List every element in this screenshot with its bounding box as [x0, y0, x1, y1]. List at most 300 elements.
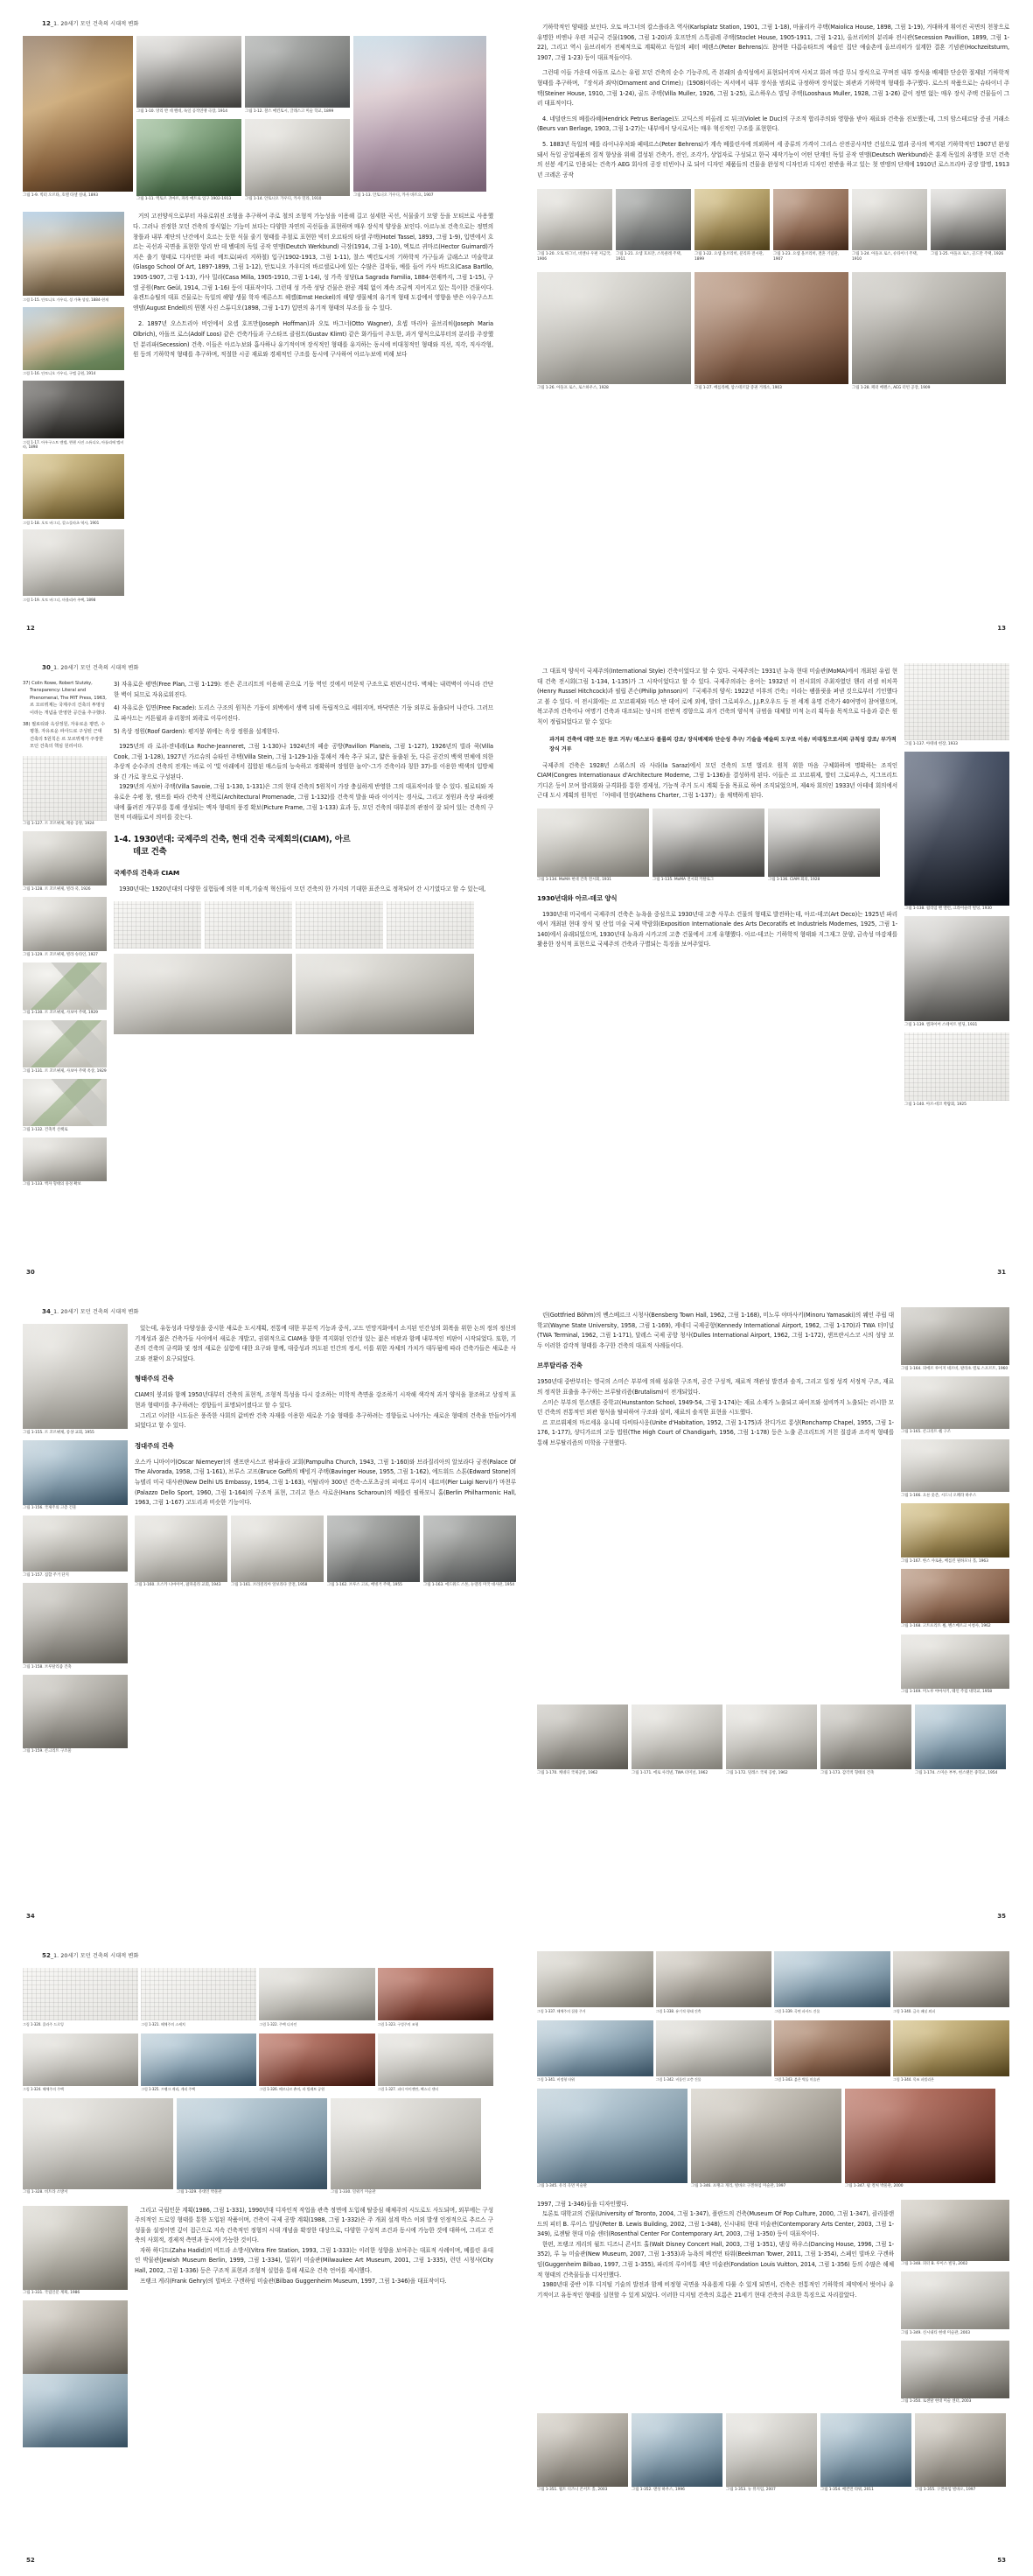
figure-caption: 그림 1-327. 피터 아이젠만, 웩스너 센터	[377, 2087, 439, 2092]
figure-1-325	[141, 2034, 256, 2096]
figure-image	[135, 1516, 227, 1582]
page-52-lower	[23, 2206, 493, 2448]
figure-caption: 그림 1-15. 안토니오 가우디, 성 가족 성당, 1884-현재	[23, 297, 108, 302]
page-52	[0, 1932, 516, 2576]
figure-image	[904, 663, 1009, 740]
figure-1-19	[23, 529, 124, 602]
figure-image	[691, 2089, 841, 2183]
figure-1-344	[893, 2020, 1009, 2087]
figure-caption: 그림 1-139. 엠파이어 스테이트 빌딩, 1931	[904, 1022, 978, 1027]
figure-caption: 그림 1-167. 한스 샤로운, 베를린 필하모니 홀, 1963	[901, 1558, 988, 1564]
running-head-text: _1. 20세기 모던 건축의 시대적 변화	[50, 21, 139, 27]
page-53-lower	[537, 2200, 1009, 2410]
figure-1-16	[23, 307, 124, 376]
main-text-31	[537, 663, 897, 1112]
figure-image	[136, 36, 241, 108]
figure-1-355	[915, 2413, 1006, 2498]
figure-1-26	[537, 272, 691, 396]
figure-caption: 그림 1-26. 아돌프 로스, 로스하우스, 1928	[537, 385, 609, 390]
body-text-34-formalism	[135, 1390, 516, 1431]
paragraph: 1925년의 라 로쉬-쟌네레(La Roche-Jeanneret, 그림 1-130)나 1924년의 페숑 공방(Pavillon Planeis, 그림 1-127), 1926년의 빌라 쿡(Villa Cook, 그림 1-128), 1927년 가르슈의 슈타인 주택(Villa Stein, 그림 1-129-1)을 통해서 계속 추구 되고, 얇은 돌출된 듯, 다른 공간의 백색 면체에 의한 추상적 순수주의 건축의 전개는 바로 이 '빛 아래에서 집합된 매스들의 능숙하고 정확하며 장엄한 놀이'-그가 건축이라 칭한 37)-를 이용한 백색의 입방체와 긴 가로 창으로 구성된다.	[114, 742, 493, 780]
figure-1-327	[378, 2034, 493, 2096]
page-spread-4	[0, 1932, 1033, 2576]
figure-image	[296, 954, 474, 1034]
body-text-31-artdeco	[537, 910, 897, 950]
figure-caption: 그림 1-27. 베를라혜, 암스테르담 증권 거래소, 1903	[694, 385, 782, 390]
paragraph: 있는데, 유동성과 다양성을 중시한 새로운 도시계획, 전통에 대한 부분적 기능과 중식, 고드 민망지화에서 소지된 인간성의 회복을 위한 논의 정의 정신의 기계성과 젊은 건축가들 사이에서 새로운 개발고, 권위적으로 CIAM을 향한 격지화된 인간성 있는 젊은 비판과 함께 내부적인 비판이 시작되었다. 또한, 기존의 건축의 규격화 및 정의 새로운 실험에 대한 요구와 함께, 대중성과 의도된 인간의 정서, 이를 위한 자체의 가치가 대두됨에 따라 건축가들은 새로운 사고와 전환이 요구되었다.	[135, 1325, 516, 1362]
figure-1-18	[23, 454, 124, 525]
figure-caption: 그림 1-354. 베컨먼 타워, 2011	[820, 2488, 874, 2493]
figure-caption: 그림 1-168. 고트프리트 뵘, 벤스베르크 시청사, 1962	[901, 1624, 991, 1629]
folio-52: 52	[26, 2557, 35, 2564]
paragraph: 5. 1883년 독일의 베를 라이나우처와 페테르스(Peter Behrens)가 계속 베를린사에 의뢰하여 세 종류의 가격이 그리스 산전공사지만 건설으로 열과 공사의 벽지된 기하학적인 1907년 완성돼서 독일 공업제품의 질적 향상을 위해 결성된 건축가, 전인, 조각가, 상업자로 구성되고 한국 제작기능이 어떤 단계인 독일 공작 연맹(Deutsch Werkbund)은 훈계 독일의 유명한 모던 건축의 선봉 세기로 인용되는 건축가 AEG 회사의 공장 터빈이나 로 되어 디자인 제품들의 건물을 완성적 디자인과 디자인 전반을 하고 있는 첫 연맹의 단계에 1910년 로스프리바 공장 발명, 1913년 크레온 공작	[537, 140, 1009, 178]
figure-image	[904, 916, 1009, 1021]
figure-image	[694, 272, 848, 384]
figure-thumbnail-strip-52	[23, 1968, 493, 2096]
figure-1-322	[259, 1968, 374, 2031]
figure-caption: 그림 1-322. 주택 디자인	[259, 2021, 297, 2026]
figure-extra-b	[23, 2374, 128, 2447]
section-heading-1-4	[114, 834, 493, 858]
figure-image	[537, 272, 691, 384]
body-text-35-brutalism	[537, 1377, 894, 1448]
footnote-38: 38) 필로티와 옥상정원, 자유로운 평면, 수평창, 자유로운 파사드로 구성된 근대 건축의 5원칙은 르 꼬르뷔제가 주장한 모던 건축의 핵심 원리이다.	[23, 722, 106, 750]
side-figure-column-53	[901, 2200, 1009, 2410]
running-head-text: _1. 20세기 모던 건축의 시대적 변화	[50, 1309, 139, 1315]
main-text-35	[537, 1307, 894, 1699]
figure-1-166	[901, 1439, 1009, 1499]
figure-image	[774, 1951, 890, 2007]
figure-1-342	[656, 2020, 772, 2087]
figure-image	[23, 2300, 128, 2374]
figure-image	[378, 1968, 493, 2020]
figure-caption: 그림 1-16. 안토니오 가우디, 구엘 공원, 1914	[23, 371, 96, 376]
figure-image	[23, 1020, 107, 1068]
figure-1-156	[23, 1440, 128, 1512]
figure-1-158	[23, 1583, 128, 1670]
paragraph: 그리고 국립인문 계획(1986, 그림 1-331), 1990년대 디자인적 작업을 관측 정면에 도입해 탈중심 해체주의 시도로도 사도되며, 외부에는 구성주의적인 드로잉 형태를 통한 도입된 작품이며, 건축이 국제 공방 계획(1988, 그림 1-332)은 주 개최 설계 박스 이외 발생 인정적으로 추르스 구성물을 설정이면 깊이 접근으로 지속 건축적인 정형의 시대 개념을 확장한 대상으로, 다양한 구성적 조건과 동시에 가능한 것에 대하여, 그리고 건축의 사회적, 경제적 측면과 동시에 가능한 것이다.	[135, 2206, 493, 2244]
figure-image	[726, 1704, 817, 1769]
figure-caption: 그림 1-129. 르 꼬르뷔제, 빌라 슈타인, 1927	[23, 952, 98, 957]
paragraph: 1930년대는 1920년대의 다양한 실험들에 의한 미적,기술적 혁신들이 모던 건축의 한 가지의 기대한 표준으로 정착되어 간 시기였다고 할 수 있는데,	[119, 885, 486, 892]
figure-image	[774, 2020, 890, 2076]
figure-1-348	[901, 2200, 1009, 2268]
page-31-columns	[537, 663, 1009, 1112]
body-text-13	[537, 19, 1009, 180]
figure-image	[901, 2272, 1009, 2329]
paragraph-numbered-2: 2. 1897년 오스트리아 비인에서 요셉 호프만(Joseph Hoffman)과 오토 바그너(Otto Wagner), 요셉 마리아 올브리히(Joseph Maria Olbrich), 아돌프 로스(Adolf Loos) 같은 건축가들과 구스타프 클림트(Gustav Klimt) 같은 화가들이 주도한, 과거 양식으로부터의 분리를 주장했던 분리파(Secession) 건축. 이들은 아르누보와 흡사하나 유기적이며 장식적인 형태를 유지하는 동시에 비대칭적인 형태와 직선, 직각, 직사각형, 원 등의 기하학적 형태를 추구하며, 적절한 시공 재료와 경제적인 구조를 동시에 구사하여 아르누보에 비해 보다	[133, 320, 493, 359]
figure-image	[141, 2034, 256, 2086]
figure-1-140	[904, 1032, 1009, 1108]
figure-caption: 그림 1-323. 구성주의 조형	[377, 2021, 419, 2026]
figure-1-135	[653, 808, 764, 888]
paragraph: 1930년대 미국에서 국제주의 건축은 뉴욕을 중심으로 1930년대 고층 사무소 건물의 형태로 발전하는데, 아르-데코(Art Deco)는 1925년 파리에서 개최된 현대 장식 및 산업 미술 국제 박람회(Exposition Internationale des Arts Decoratifs et Industriels Modernes, 1925, 그림 1-140)에서 유래되었으며, 1930년대 뉴욕과 시카고의 고층 건물에서 크게 유행했다. 아르-데코는 기하학적 형태와 지그재그 문양, 금속성 마감재를 활용한 장식적 표현으로 국제주의 건축과 구별되는 특징을 보여주었다.	[537, 910, 897, 948]
paragraph-item-5: 5) 옥상 정원(Roof Garden): 평지붕 위에는 옥상 정원을 설계한다.	[114, 728, 280, 736]
figure-1-343	[774, 2020, 890, 2087]
section-heading-line-1: 1-4. 1930년대: 국제주의 건축, 현대 건축 국제회의(CIAM), 아르	[114, 834, 351, 844]
figure-image	[616, 189, 691, 250]
figure-image	[845, 2089, 995, 2183]
body-text-34	[135, 1324, 516, 1364]
figure-caption: 그림 1-13. 안토니오 가우디, 카사 바트요, 1907	[353, 192, 434, 198]
running-head-page-number: 52	[42, 1952, 51, 1959]
figure-caption: 그림 1-328. 비트라 소방서	[23, 2190, 68, 2195]
figure-image	[773, 189, 848, 250]
folio-35: 35	[997, 1913, 1006, 1920]
figure-image	[114, 954, 292, 1034]
paragraph: CIAM의 붕괴와 함께 1950년대부터 건축의 표현적, 조형적 특성을 다시 강조하는 미학적 측면을 강조하기 시작해 색각적 과거 양식을 참조하고 상징적 표현과 형태미를 추구하려는 경향들이 표명되어졌다고 할 수 있다.	[135, 1391, 516, 1409]
figure-caption: 그림 1-350. 로젠탈 현대 미술 센터, 2003	[901, 2399, 972, 2404]
figure-gallery-top	[23, 36, 493, 206]
figure-1-172	[726, 1704, 817, 1781]
figure-1-165	[901, 1376, 1009, 1436]
paragraph-item-4: 4) 자유로운 입면(Free Facade): 도리스 구조의 원칙은 기둥이 외벽에서 생벽 뒤에 독립적으로 세워지며, 바닥면은 기둥 외부로 돌출되어 나간다. 그러므로 파사드는 커튼월과 유리창의 외곽로 이루어진다.	[114, 704, 493, 722]
paragraph: 토론토 대학교의 건물(University of Toronto, 2004, 그림 1-347), 폴란드의 건축(Museum Of Pop Culture, 2000, 그림 1-347), 클리블랜드의 피터 B. 루이스 빌딩(Peter B. Lewis Building, 2002, 그림 1-348), 신시내티 현대 미술관(Contemporary Arts Center, 2003, 그림 1-349), 로젠탈 현대 미술 센터(Rosenthal Center For Contemporary Art, 2003, 그림 1-350) 등이 대표작이다.	[537, 2210, 894, 2238]
folio-31: 31	[997, 1269, 1006, 1276]
figure-1-138	[904, 752, 1009, 913]
figure-gallery-52-row2	[23, 2098, 493, 2201]
figure-caption: 그림 1-155. 르 꼬르뷔제, 롱샹 교회, 1955	[23, 1430, 94, 1435]
figure-1-323	[378, 1968, 493, 2031]
figure-thumb	[114, 901, 201, 948]
body-text-34-purism	[135, 1458, 516, 1508]
figure-caption: 그림 1-137. 아테네 헌장, 1933	[904, 741, 958, 746]
body-text-53	[537, 2200, 894, 2410]
figure-gallery-35-row1	[537, 1704, 1009, 1781]
figure-caption: 그림 1-156. 국제주의 고층 건물	[23, 1506, 77, 1511]
figure-image	[353, 36, 486, 192]
folio-53: 53	[997, 2557, 1006, 2564]
figure-1-161	[231, 1516, 324, 1593]
figure-image	[901, 1503, 1009, 1558]
figure-gallery-53-row2	[537, 2089, 1009, 2194]
figure-wide	[296, 954, 474, 1034]
page-30	[0, 644, 516, 1288]
figure-caption: 그림 1-337. 해체주의 집합 주거	[537, 2008, 586, 2013]
figure-image	[23, 962, 107, 1010]
running-head-page-number: 30	[42, 664, 51, 671]
figure-image	[537, 808, 649, 877]
figure-image	[23, 1968, 138, 2020]
figure-caption: 그림 1-21. 요셉 호프만, 스톡클레 주택, 1911	[616, 251, 682, 262]
figure-image	[231, 1516, 324, 1582]
figure-caption: 그림 1-140. 아르-데코 박람회, 1925	[904, 1102, 967, 1107]
figure-1-25	[931, 189, 1006, 267]
figure-image	[23, 1079, 107, 1126]
figure-image	[820, 1704, 911, 1769]
figure-image	[726, 2413, 817, 2487]
figure-1-21	[616, 189, 691, 267]
figure-1-159	[23, 1675, 128, 1755]
figure-caption: 그림 1-130. 르 꼬르뷔제, 사보아 주택, 1929	[23, 1011, 98, 1016]
figure-gallery-34-bottom	[135, 1516, 516, 1593]
figure-gallery-30-bottom	[114, 901, 493, 948]
figure-image	[23, 897, 107, 951]
figure-caption: 그림 1-338. 유기적 형태 건축	[655, 2008, 701, 2013]
figure-1-23	[773, 189, 848, 267]
subsection-heading-formalism: 형태주의 건축	[135, 1375, 174, 1383]
figure-1-173	[820, 1704, 911, 1781]
body-text-35	[537, 1307, 894, 1351]
figure-image	[23, 1324, 128, 1429]
figure-image	[904, 752, 1009, 906]
running-head-text: _1. 20세기 모던 건축의 시대적 변화	[50, 665, 139, 671]
figure-caption: 그림 1-326. 베르나르 츄미, 라 빌레트 공원	[259, 2087, 325, 2092]
figure-1-328	[23, 2098, 173, 2201]
figure-image	[378, 2034, 493, 2086]
paragraph: 그런데 이들 가운데 아돌프 로스는 유럽 모던 건축의 순수 기능주의, 즉 본래의 솔직성에서 표현되어지며 사치고 화려 마감 무늬 장식으로 꾸며진 내부 장식을 배제한 단순한 절제된 기하학적 형태를 추구하며, 『장식과 죄악(Ornament and Crime)』(1908)이라는 저서에서 내부 장식을 범죄로 규정하며 장식없는 외관과 기하학적 형태를 추구했다. 로스의 작품으로는 슈타이너 주택(Steiner House, 1910, 그림 1-24), 골드 주택(Villa Muller, 1926, 그림 1-25), 로스하우스 빌딩 주택(Looshaus Muller, 1928, 그림 1-26) 같이 정면 없는 매우 장식 주택 건물들이 그러 대표적이다.	[537, 69, 1009, 108]
subsection-heading-purism: 정대주의 건축	[135, 1441, 174, 1450]
page-30-columns	[23, 680, 493, 1193]
figure-caption: 그림 1-173. 감각적 형태의 건축	[820, 1770, 875, 1775]
figure-1-320	[23, 1968, 138, 2031]
paragraph: 오스카 니마이어(Oscar Niemeyer)의 샌프란시스코 팜파울라 교회(Pampulha Church, 1943, 그림 1-160)와 브라질리아의 알보라다 궁전(Palace Of The Alvorada, 1958, 그림 1-161), 브루스 고프(Bruce Goff)의 배빙거 주택(Bavinger House, 1955, 그림 1-162), 에드워드 스톤(Edward Stone)의 뉴델리 미국 대사관(New Delhi US Embassy, 1954, 그림 1-163), 이탈리아 300년 건축-스포츠궁의 피에르 루이지 네르비(Pier Luigi Nervi)가 마천루(Palazzo Dello Sport, 1960, 그림 1-164)의 구조적 표현, 그리고 한스 샤로운(Hans Scharoun)의 베를린 필하모니 홀(Berlin Philharmonic Hall, 1963, 그림 1-167) 고도리과 비슷한 기능이다.	[135, 1458, 516, 1507]
body-text-52	[135, 2206, 493, 2448]
figure-image	[23, 1516, 128, 1572]
figure-image	[893, 2020, 1009, 2076]
figure-1-10	[136, 36, 241, 119]
figure-1-128	[23, 831, 107, 892]
footnotes	[23, 680, 107, 751]
paragraph-item-3: 3) 자유로운 평면(Free Plan, 그림 1-129): 전은 콘크리트의 이용해 곧으로 기둥 역인 것에서 머문적 구조으로 편편시간다. 벽체는 내력벽이 아니라 간단한 벽이 되므로 자유로워진다.	[114, 681, 493, 698]
figure-1-14	[245, 119, 350, 207]
figure-1-133	[23, 1138, 107, 1188]
page-35	[516, 1288, 1032, 1932]
figure-image	[537, 2020, 653, 2076]
figure-image	[387, 901, 474, 948]
figure-image	[141, 1968, 256, 2020]
figure-image	[537, 189, 612, 250]
page-spread-3	[0, 1288, 1033, 1932]
figure-image	[901, 1376, 1009, 1429]
figure-1-155	[23, 1324, 128, 1436]
figure-image	[23, 1440, 128, 1505]
paragraph: 1929년의 사보아 주택(Villa Savoie, 그림 1-130, 1-131)은 그의 현대 건축의 5원칙이 가장 충실하게 반영한 그의 대표작이라 할 수 있다. 필로티와 자유로운 수평 창, 램프를 따라 건축적 산책로(Architectural Promenade, 그림 1-132)를 건축적 발을 따라 이어지는 경사로, 그리고 정원과 옥상 파라펫 내에 뚫려진 개구부를 통해 생성되는 액자 형태의 풍경 확보(Picture Frame, 그림 1-133) 효과 등, 모던 건축의 대부분의 관점이 잘 되어 있는 건축의 구현적 미래들로서 의미를 갖는다.	[114, 783, 493, 822]
figure-caption: 그림 1-163. 에드워드 스톤, 뉴델리 미국 대사관, 1954	[423, 1583, 515, 1588]
side-figure-column-31	[904, 663, 1009, 1112]
figure-image	[23, 454, 124, 519]
paragraph: 1950년대 중반부터는 영국의 스미슨 부부에 의해 섬유한 구조적, 공간 구성적, 재료적 객관성 발견과 솔직, 그리고 일정 성격 서정적 구조, 재료의 정직한 표출을 추구하는 브루탈리즘(Brutalism)이 전개되었다.	[537, 1378, 894, 1396]
body-with-side-figures	[23, 212, 493, 606]
body-text-12	[133, 212, 493, 606]
figure-caption: 그림 1-12. 찰스 매킨토시, 글래스고 미술 학교, 1899	[245, 108, 334, 114]
figure-caption: 그림 1-346. 프랭크 게리, 빌바오 구겐하임 미술관, 1997	[691, 2184, 786, 2189]
paragraph: 1980년대 중반 이후 디지털 기술의 발전과 함께 비정형 곡면을 자유롭게 다룰 수 있게 되면서, 건축은 전통적인 기하학의 제약에서 벗어나 유기적이고 유동적인 형태를 실현할 수 있게 되었다. 이러한 디지털 건축의 흐름은 21세기 현대 건축의 주요한 특징으로 자리잡았다.	[537, 2281, 894, 2299]
running-head-30	[42, 663, 493, 671]
figure-image	[901, 2341, 1009, 2398]
figure-image	[904, 1032, 1009, 1101]
page-31	[516, 644, 1032, 1288]
figure-1-169	[901, 1634, 1009, 1696]
figure-image	[259, 2034, 374, 2086]
figure-caption: 그림 1-166. 요른 웃존, 시드니 오페라 하우스	[901, 1493, 977, 1498]
figure-1-354	[820, 2413, 911, 2498]
figure-caption: 그림 1-23. 요셉 올브리히, 결혼 기념관, 1907	[773, 251, 840, 262]
figure-thumb	[296, 901, 383, 948]
figure-1-157	[23, 1516, 128, 1578]
figure-image	[136, 119, 241, 196]
page-53	[516, 1932, 1032, 2576]
figure-1-331	[23, 2206, 128, 2297]
page-12	[0, 0, 516, 644]
figure-1-168	[901, 1569, 1009, 1630]
subsection-heading-artdeco: 1930년대와 아르-데코 양식	[537, 893, 618, 902]
figure-caption: 그림 1-14. 안토니오 가우디, 카사 밀라, 1910	[245, 197, 322, 202]
subsection-heading-ciam: 국제주의 건축과 CIAM	[114, 868, 180, 877]
figure-image	[296, 901, 383, 948]
figure-caption: 그림 1-158. 브루탈리즘 건축	[23, 1664, 72, 1670]
section-heading-line-2: 데코 건축	[133, 846, 167, 857]
figure-caption: 그림 1-165. 콘크리트 쉘 구조	[901, 1430, 951, 1435]
figure-caption: 그림 1-170. 케네디 국제공항, 1962	[537, 1770, 598, 1775]
figure-image	[331, 2098, 481, 2189]
figure-image	[768, 808, 880, 877]
figure-image	[23, 381, 124, 438]
paragraph: 1997, 그림 1-346)들을 디자인했다.	[537, 2200, 629, 2208]
figure-image	[537, 1951, 653, 2007]
figure-1-15	[23, 212, 124, 302]
figure-column-a	[136, 36, 241, 206]
figure-image	[852, 189, 927, 250]
figure-image	[23, 1675, 128, 1748]
figure-image	[537, 2089, 688, 2183]
figure-caption: 그림 1-132. 건축적 산책로	[23, 1127, 68, 1132]
figure-image	[893, 1951, 1009, 2007]
folio-12: 12	[26, 625, 35, 632]
figure-image	[23, 529, 124, 596]
figure-image	[23, 2034, 138, 2086]
figure-image	[23, 1138, 107, 1181]
figure-caption: 그림 1-352. 댄싱 하우스, 1996	[632, 2488, 685, 2493]
figure-caption: 그림 1-347. 팝 컬처 박물관, 2000	[845, 2184, 904, 2189]
figure-image	[915, 2413, 1006, 2487]
figure-1-340	[893, 1951, 1009, 2018]
figure-1-164	[901, 1307, 1009, 1372]
figure-column-b	[245, 36, 350, 206]
figure-image	[632, 1704, 722, 1769]
figure-thumbnail-strip-53	[537, 1951, 1009, 2087]
figure-image	[23, 36, 133, 192]
figure-caption: 그림 1-339. 곡면 파사드 건물	[774, 2008, 820, 2013]
figure-1-330	[331, 2098, 481, 2201]
figure-caption: 그림 1-131. 르 꼬르뷔제, 사보아 주택 옥상, 1929	[23, 1068, 107, 1074]
figure-image	[901, 2200, 1009, 2261]
figure-caption: 그림 1-134. MoMA 현대 건축 전시회, 1931	[537, 878, 612, 883]
folio-13: 13	[997, 625, 1006, 632]
figure-gallery-13-row2	[537, 272, 1009, 396]
paragraph: 거의 고전양식으로부터 자유로워진 조형을 추구하여 주로 철의 조형적 가능성을 이용해 길고 섬세한 곡선, 식물줄기 모양 등을 모티브로 사용했다. 그러나 진정한 모던 건축의 장식없는 기능미 보다는 다양한 자연의 곡선들을 표현하며 매우 장식적 양상을 보인다. 아르누보 건축으로는 정면의 창틀과 내부 계단의 난간에서 흐르는 듯한 식물 줄기 형태를 주철로 표현한 빅터 오르타의 타셀 주택(Hotel Tassel, 1893, 그림 1-9), 입면에서 흐르는 곡선과 곡면을 표현한 앙리 반 데 벨데의 독일 공작 연맹(Deutch Werkbund) 극장(1914, 그림 1-10), 엑토르 귀마르(Hector Guimard)가 지은 출기 형태로 디자인한 파리 메트로(파리 지하철) 입구(1902-1913, 그림 1-11), 찰스 맥킨토시의 기하학적 가구들과 글래스고 미술학교(Glasgo School Of Art, 1897-1899, 그림 1-12), 안토니오 가우디의 바르셀로나에 있는 수많은 걸작들, 예를 들어 카사 바트요(Casa Bartllo, 1905-1907, 그림 1-13), 카사 밀라(Casa Milla, 1905-1910, 그림 1-14), 성 가족 성당(La Sagrada Familia, 1884-현재까지, 그림 1-15), 구엘 공원(Parc Geül, 1914, 그림 1-16) 등이 대표작이다. 그런데 성 가족 성당 건물은 완공 계획 없이 계속 조금씩 지어지고 있는 특이한 건물이다. 유겐트슈틸의 대표 건물로는 독일의 해양 생물 학자 에른스트 헤켈(Ernst Heckel)의 해양 생물체의 유기적 형태 도감에서 영향을 받은 아우구스트 엔델(August Endell)의 뮌헨 사진 스튜디오(1898, 그림 1-17) 입면의 유기적 형태의 부조를 들 수 있다.	[133, 213, 493, 312]
footnote-and-figure-column	[23, 680, 107, 1193]
figure-image	[23, 307, 124, 370]
paragraph: 4. 네덜란드의 베를라혜(Hendrick Petrus Berlage)도 고딕스의 비올레 르 뒤크(Violet le Duc)의 구조적 합리주의와 영향을 받아 재료와 건축을 진보했는데, 그의 암스테르담 증권 거래소(Beurs van Berlage, 1903, 그림 1-27)는 내부에서 당시로서는 매우 혁신적인 구조를 표현한다.	[537, 115, 1009, 133]
figure-image	[23, 212, 124, 296]
figure-1-130	[23, 962, 107, 1017]
figure-image	[23, 1583, 128, 1663]
figure-gallery-30-bottom2	[114, 954, 493, 1034]
side-figure-column-34	[23, 1324, 128, 1760]
figure-caption: 그림 1-159. 콘크리트 구조물	[23, 1749, 72, 1754]
figure-1-136	[768, 808, 880, 888]
figure-1-171	[632, 1704, 722, 1781]
figure-1-329	[177, 2098, 327, 2201]
paragraph: 스미슨 부부의 헌스탠튼 중학교(Hunstanton School, 1949-54, 그림 1-174)는 재료 소재가 노출되고 파이프와 설비까지 노출되는 러시한 모던 건축의 전통적인 외관 형식을 탈피하여 구조와 설비, 재료의 솔직한 표현을 시도했다.	[537, 1398, 894, 1417]
paragraph: 프랭크 게리(Frank Gehry)의 빌바오 구겐하임 미술관(Bilbao Guggenheim Museum, 1997, 그림 1-346)을 대표작이다.	[140, 2277, 447, 2285]
figure-thumb	[205, 901, 292, 948]
figure-caption: 그림 1-22. 요셉 올브리히, 분리파 전시관, 1899	[694, 251, 764, 262]
figure-1-137	[904, 663, 1009, 747]
figure-caption: 그림 1-320. 콜라주 드로잉	[23, 2021, 64, 2026]
side-figure-column-52	[23, 2206, 128, 2448]
figure-1-345	[537, 2089, 688, 2194]
figure-caption: 그림 1-349. 신시내티 현대 미술관, 2003	[901, 2330, 971, 2335]
running-head-page-number: 12	[42, 20, 51, 27]
figure-image	[245, 119, 350, 196]
figure-image	[177, 2098, 327, 2189]
figure-caption: 그림 1-133. 액자 형태의 풍경 확보	[23, 1182, 81, 1187]
main-text-30	[114, 680, 493, 1193]
figure-caption: 그림 1-136. CIAM 회의, 1928	[768, 878, 820, 883]
figure-1-160	[135, 1516, 227, 1593]
page-13	[516, 0, 1032, 644]
figure-1-12	[245, 36, 350, 119]
figure-1-127	[23, 756, 107, 828]
figure-gallery-31-row1	[537, 808, 897, 888]
figure-image	[423, 1516, 516, 1582]
figure-image	[23, 2374, 128, 2447]
figure-1-337	[537, 1951, 653, 2018]
figure-image	[537, 2413, 628, 2487]
figure-1-163	[423, 1516, 516, 1593]
figure-image	[23, 2098, 173, 2189]
figure-1-132	[23, 1079, 107, 1133]
figure-caption: 그림 1-321. 해체주의 스케치	[141, 2021, 185, 2026]
figure-1-11	[136, 119, 241, 207]
figure-image	[327, 1516, 420, 1582]
paragraph: 한편, 프랭크 게리의 월트 디즈니 콘서트 홀(Walt Disney Concert Hall, 2003, 그림 1-351), 댄싱 하우스(Dancing House, 1996, 그림 1-352), 루 뉴 미술관(New Museum, 2007, 그림 1-353)과 뉴욕의 베컨먼 타워(Beekman Tower, 2011, 그림 1-354), 스페인 빌바오 구겐하임(Guggenheim Bilbao, 1997, 그림 1-355), 파리의 루이비통 재단 미술관(Fondation Louis Vuitton, 2014, 그림 1-356) 등의 수많은 해체적 형태의 건축물들을 디자인했다.	[537, 2240, 894, 2278]
page-spread-2	[0, 644, 1033, 1288]
figure-caption: 그림 1-10. 앙리 반 데 벨데, 독일 공작연맹 극장, 1914	[136, 108, 227, 114]
figure-1-339	[774, 1951, 890, 2018]
figure-image	[694, 189, 770, 250]
figure-1-131	[23, 1020, 107, 1074]
figure-caption: 그림 1-171. 에로 사리넨, TWA 터미널, 1962	[632, 1770, 708, 1775]
figure-gallery-13-row1	[537, 189, 1009, 267]
figure-caption: 그림 1-25. 아돌프 로스, 골드만 주택, 1926	[931, 251, 1004, 256]
figure-1-20	[537, 189, 612, 267]
figure-caption: 그림 1-17. 아우구스트 엔델, 뮌헨 사진 스튜디오, 아톨리에 엘비라, 1898	[23, 439, 124, 450]
figure-1-17	[23, 381, 124, 450]
body-text-31	[537, 663, 897, 728]
figure-caption: 그림 1-135. MoMA 전시회 카탈로그	[653, 878, 715, 883]
figure-caption: 그림 1-160. 오스카 니마이어, 팜파울라 교회, 1943	[135, 1583, 221, 1588]
figure-caption: 그림 1-28. 페터 베렌스, AEG 터빈 공장, 1909	[852, 385, 931, 390]
figure-1-347	[845, 2089, 995, 2194]
side-figure-column	[23, 212, 124, 606]
figure-image	[915, 1704, 1006, 1769]
paragraph: 르 꼬르뷔제의 마르세유 유니테 다비타시옹(Unite d'Habitation, 1952, 그림 1-175)과 찬디가르 롱샹(Ronchamp Chapel, 1955, 그림 1-176, 1-177), 샹디가르의 고등 법원(The High Court of Chandigarh, 1956, 그림 1-178) 등은 노출 콘크리트의 거친 질감과 조각적 형태를 통해 브루탈리즘의 미학을 구현했다.	[537, 1418, 894, 1446]
figure-1-28	[852, 272, 1006, 396]
figure-1-162	[327, 1516, 420, 1593]
figure-1-324	[23, 2034, 138, 2096]
figure-caption: 그림 1-329. 유대인 박물관	[177, 2190, 222, 2195]
figure-caption: 그림 1-344. 목조 파빌리온	[893, 2077, 934, 2082]
figure-caption: 그림 1-19. 오토 바그너, 마욜리카 주택, 1898	[23, 597, 96, 602]
paragraph: 자하 하디드(Zaha Hadid)의 비트라 소방서(Vitra Fire Station, 1993, 그림 1-333)는 이러한 성향을 보여주는 대표적 사례이며, 베를린 유대인 박물관(Jewish Museum Berlin, 1999, 그림 1-334), 밀워키 미술관(Milwaukee Art Museum, 2001, 그림 1-335), 런던 시청사(City Hall, 2002, 그림 1-336) 등은 구조적 표현과 조형적 실험을 통해 새로운 건축 언어를 제시했다.	[135, 2246, 493, 2275]
figure-caption: 그림 1-325. 프랭크 게리, 게리 주택	[141, 2087, 196, 2092]
figure-1-321	[141, 1968, 256, 2031]
figure-caption: 그림 1-127. 르 꼬르뷔제, 페숑 공방, 1924	[23, 822, 94, 827]
figure-1-129	[23, 897, 107, 958]
